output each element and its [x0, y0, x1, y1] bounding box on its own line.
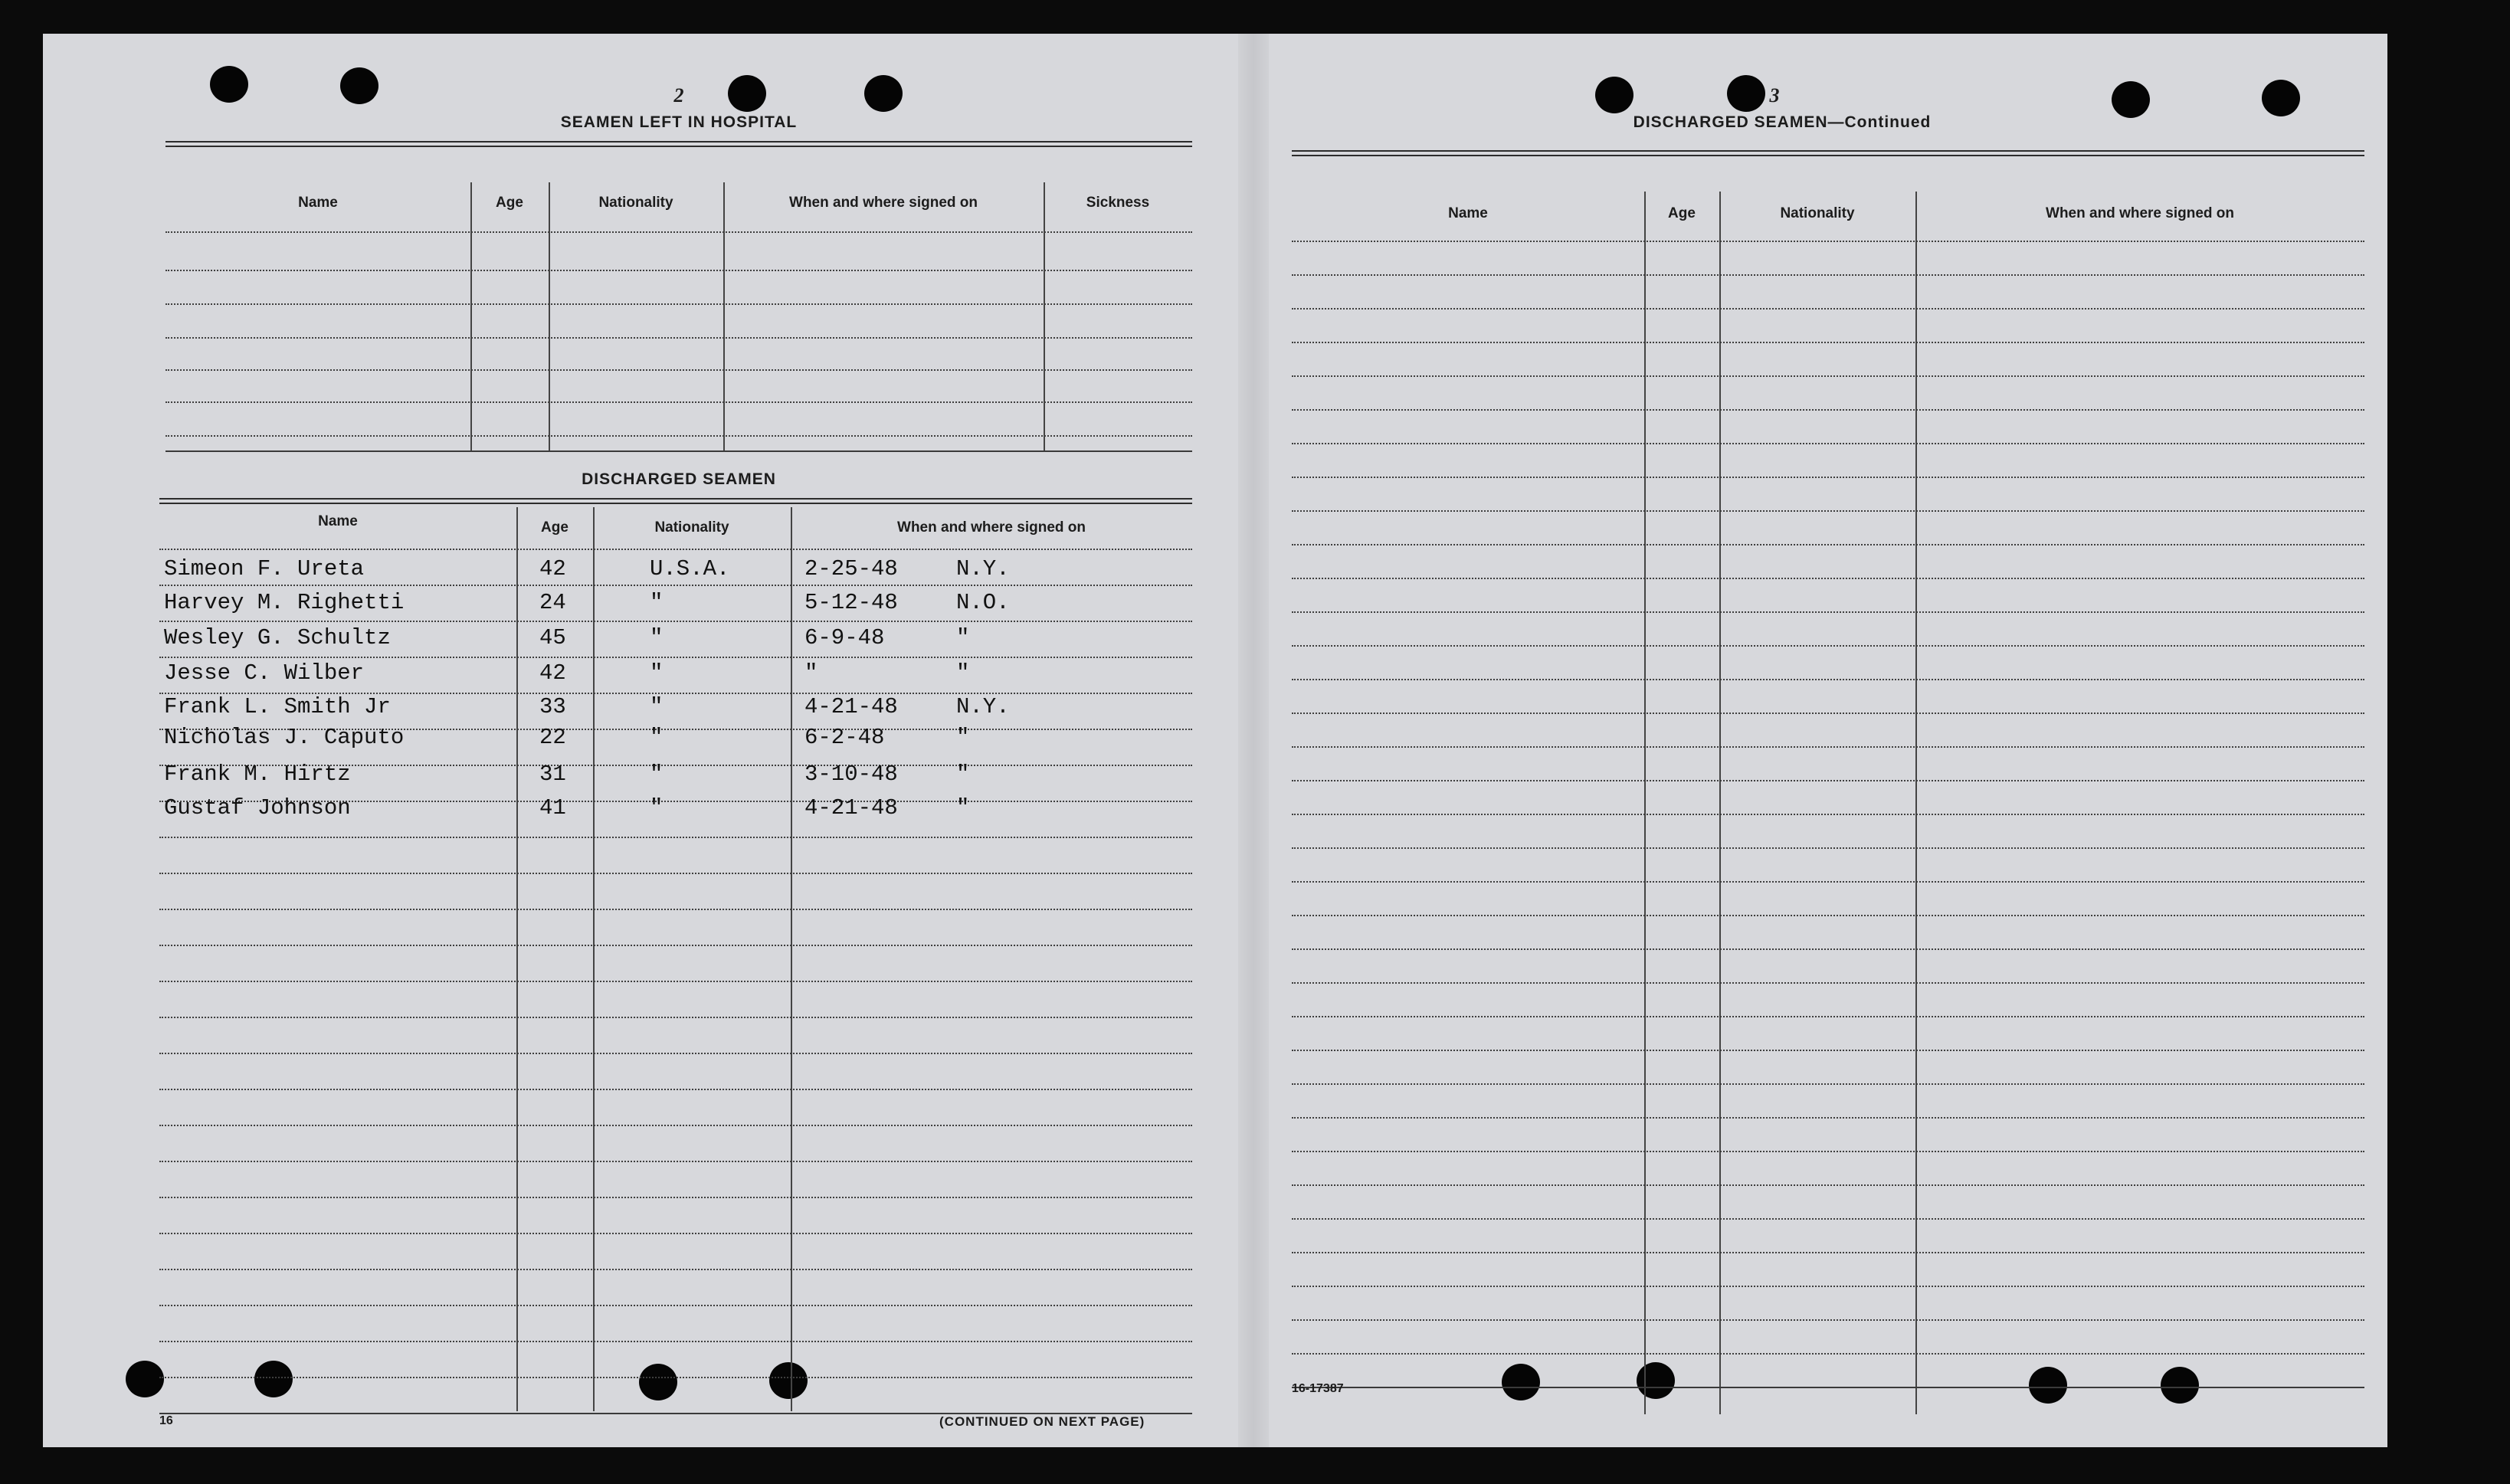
cell-name: Frank L. Smith Jr: [164, 694, 391, 719]
cell-age: 45: [539, 625, 566, 650]
ruled-line: [1292, 1050, 2364, 1051]
discharged-section-title: DISCHARGED SEAMEN: [582, 470, 776, 488]
cell-age: 33: [539, 694, 566, 719]
ruled-line: [1292, 1083, 2364, 1085]
punch-hole: [126, 1361, 164, 1397]
col-header-name: Name: [298, 195, 338, 211]
cell-place: ": [956, 625, 970, 650]
ruled-line: [1292, 982, 2364, 984]
punch-hole: [2262, 80, 2300, 116]
ruled-line: [1292, 881, 2364, 883]
ruled-line: [1292, 780, 2364, 781]
ruled-line: [1292, 308, 2364, 310]
cell-name: Frank M. Hirtz: [164, 762, 351, 787]
col-header-signed-on: When and where signed on: [2046, 205, 2234, 221]
ruled-line: [1292, 1151, 2364, 1152]
punch-hole: [2112, 81, 2150, 118]
cell-age: 42: [539, 660, 566, 686]
cell-nationality: U.S.A.: [650, 556, 730, 581]
ruled-line: [1292, 342, 2364, 343]
cell-age: 42: [539, 556, 566, 581]
cell-place: ": [956, 660, 970, 686]
ruled-line: [159, 945, 1192, 946]
cell-age: 24: [539, 590, 566, 615]
ruled-line: [159, 1269, 1192, 1270]
ruled-line: [159, 1161, 1192, 1162]
col-header-signed-on: When and where signed on: [897, 519, 1086, 536]
ruled-line: [1292, 1319, 2364, 1321]
ruled-line: [1292, 443, 2364, 444]
ruled-line: [159, 1053, 1192, 1054]
ruled-line: [159, 1233, 1192, 1234]
ruled-line: [1292, 409, 2364, 411]
discharged-continued-table: [1292, 150, 2364, 1414]
ruled-line: [1292, 645, 2364, 647]
ruled-line: [1292, 948, 2364, 950]
ruled-line: [159, 1125, 1192, 1126]
ruled-line: [159, 1377, 1192, 1378]
cell-nationality: ": [650, 762, 664, 787]
hospital-table: [165, 141, 1192, 455]
cell-date: 6-9-48: [804, 625, 885, 650]
ruled-line: [1292, 477, 2364, 478]
col-header-age: Age: [541, 519, 569, 536]
ruled-line: [1292, 1184, 2364, 1186]
ruled-line: [1292, 679, 2364, 680]
col-header-name: Name: [318, 513, 358, 529]
ruled-line: [159, 657, 1192, 658]
ruled-line: [159, 549, 1192, 550]
ruled-line: [1292, 578, 2364, 579]
col-header-nationality: Nationality: [654, 519, 729, 536]
ruled-line: [159, 873, 1192, 874]
cell-nationality: ": [650, 590, 664, 615]
ruled-line: [159, 981, 1192, 982]
cell-age: 31: [539, 762, 566, 787]
ruled-line: [1292, 713, 2364, 714]
cell-age: 22: [539, 725, 566, 750]
col-header-age: Age: [1668, 205, 1696, 221]
ruled-line: [159, 837, 1192, 838]
ruled-line: [1292, 544, 2364, 545]
ruled-line: [159, 621, 1192, 622]
ruled-line: [1292, 611, 2364, 613]
cell-nationality: ": [650, 725, 664, 750]
cell-date: 3-10-48: [804, 762, 898, 787]
cell-date: ": [804, 660, 818, 686]
ruled-line: [1292, 1353, 2364, 1355]
cell-nationality: ": [650, 694, 664, 719]
cell-date: 2-25-48: [804, 556, 898, 581]
ruled-line: [1292, 915, 2364, 916]
cell-name: Jesse C. Wilber: [164, 660, 365, 686]
col-header-signed-on: When and where signed on: [789, 195, 978, 211]
ruled-line: [1292, 1387, 2364, 1388]
cell-place: ": [956, 762, 970, 787]
ruled-line: [1292, 1016, 2364, 1017]
cell-nationality: ": [650, 795, 664, 821]
continued-section-title: DISCHARGED SEAMEN—Continued: [1633, 113, 1932, 131]
cell-place: N.Y.: [956, 694, 1010, 719]
form-number: 16: [159, 1414, 173, 1427]
form-number: 16-17387: [1292, 1382, 1344, 1395]
col-header-age: Age: [496, 195, 523, 211]
page-number: 3: [1769, 84, 1780, 106]
cell-date: 4-21-48: [804, 694, 898, 719]
ruled-line: [1292, 746, 2364, 748]
cell-date: 4-21-48: [804, 795, 898, 821]
cell-age: 41: [539, 795, 566, 821]
cell-name: Gustaf Johnson: [164, 795, 351, 821]
page-number: 2: [673, 84, 684, 106]
ruled-line: [159, 585, 1192, 586]
cell-name: Nicholas J. Caputo: [164, 725, 405, 750]
ruled-line: [159, 1341, 1192, 1342]
cell-place: N.Y.: [956, 556, 1010, 581]
cell-nationality: ": [650, 625, 664, 650]
cell-place: ": [956, 725, 970, 750]
ruled-line: [1292, 814, 2364, 815]
col-header-nationality: Nationality: [598, 195, 673, 211]
ruled-line: [159, 1089, 1192, 1090]
cell-date: 6-2-48: [804, 725, 885, 750]
ruled-line: [1292, 1117, 2364, 1119]
ruled-line: [1292, 274, 2364, 276]
ruled-line: [1292, 1218, 2364, 1220]
discharged-table: [159, 498, 1192, 1414]
ruled-line: [1292, 1286, 2364, 1287]
col-header-sickness: Sickness: [1086, 195, 1150, 211]
cell-name: Wesley G. Schultz: [164, 625, 391, 650]
cell-place: N.O.: [956, 590, 1010, 615]
page-fold-shadow: [1238, 34, 1269, 1447]
cell-name: Harvey M. Righetti: [164, 590, 405, 615]
continued-note: (CONTINUED ON NEXT PAGE): [939, 1414, 1145, 1429]
ledger-sheet: [43, 34, 2387, 1447]
ruled-line: [159, 1197, 1192, 1198]
ruled-line: [1292, 375, 2364, 377]
punch-hole: [1595, 77, 1633, 113]
cell-nationality: ": [650, 660, 664, 686]
col-header-name: Name: [1448, 205, 1488, 221]
cell-name: Simeon F. Ureta: [164, 556, 365, 581]
cell-date: 5-12-48: [804, 590, 898, 615]
ruled-line: [159, 909, 1192, 910]
hospital-section-title: SEAMEN LEFT IN HOSPITAL: [560, 113, 798, 131]
col-header-nationality: Nationality: [1780, 205, 1855, 221]
ruled-line: [159, 1017, 1192, 1018]
ruled-line: [159, 1305, 1192, 1306]
cell-place: ": [956, 795, 970, 821]
ruled-line: [1292, 1252, 2364, 1253]
ruled-line: [1292, 510, 2364, 512]
ruled-line: [1292, 847, 2364, 849]
ruled-line: [1292, 241, 2364, 242]
